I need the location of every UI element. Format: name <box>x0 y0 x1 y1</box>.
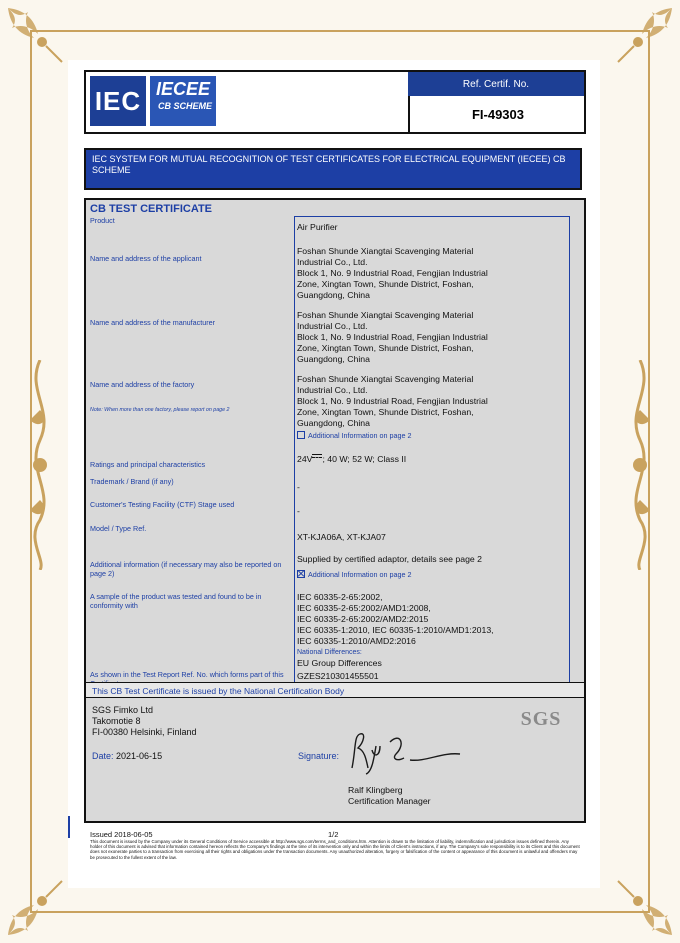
standard-line: IEC 60335-1:2010/AMD2:2016 <box>297 636 416 646</box>
factory-line: Block 1, No. 9 Industrial Road, Fengjian Industrial <box>297 396 488 406</box>
report-label: As shown in the Test Report Ref. No. which forms part of this <box>90 670 284 679</box>
factory-line: Zone, Xingtan Town, Shunde District, Foshan, <box>297 407 474 417</box>
date-field <box>92 751 162 761</box>
date-label: Date: <box>92 751 114 761</box>
applicant-line: Foshan Shunde Xiangtai Scavenging Material <box>297 246 474 256</box>
trademark-label: Trademark / Brand (if any) <box>90 477 174 486</box>
applicant-line: Zone, Xingtan Town, Shunde District, Foshan, <box>297 279 474 289</box>
ref-certif-label: Ref. Certif. No. <box>408 72 584 96</box>
additional-info-label: Additional Information on page 2 <box>308 570 412 579</box>
issuer-address <box>92 705 197 738</box>
signature-icon <box>346 728 466 776</box>
ornament-top-left-icon <box>4 4 66 66</box>
additional-value: Supplied by certified adaptor, details see page 2 <box>297 554 482 564</box>
certificate-title: CB TEST CERTIFICATE <box>90 203 213 215</box>
checkbox-unchecked-icon <box>297 431 305 439</box>
applicant-line: Industrial Co., Ltd. <box>297 257 368 267</box>
cb-scheme-logo-text: CB SCHEME <box>158 101 213 111</box>
checkbox-checked-icon <box>297 570 305 578</box>
ornament-left-icon <box>22 360 58 570</box>
applicant-label: Name and address of the applicant <box>90 254 202 263</box>
ctf-label: Customer's Testing Facility (CTF) Stage used <box>90 500 235 509</box>
factory-line: Industrial Co., Ltd. <box>297 385 368 395</box>
date-value: 2021-06-15 <box>116 751 163 761</box>
standard-line: IEC 60335-2-65:2002/AMD2:2015 <box>297 614 429 624</box>
issuer-line: FI-00380 Helsinki, Finland <box>92 727 197 737</box>
manufacturer-label: Name and address of the manufacturer <box>90 318 216 327</box>
signature-label: Signature: <box>298 751 340 761</box>
signer-title: Certification Manager <box>348 796 431 806</box>
signer-block <box>348 785 431 807</box>
ratings-voltage: 24V <box>297 454 313 464</box>
standards-value <box>297 592 565 669</box>
applicant-line: Block 1, No. 9 Industrial Road, Fengjian Industrial <box>297 268 488 278</box>
issuer-line: Takomotie 8 <box>92 716 141 726</box>
manufacturer-line: Industrial Co., Ltd. <box>297 321 368 331</box>
certificate-body <box>84 198 586 823</box>
iecee-logo <box>150 76 216 126</box>
page-number: 1/2 <box>328 830 339 839</box>
iecee-logo-text: IECEE <box>156 79 211 99</box>
scheme-banner: IEC SYSTEM FOR MUTUAL RECOGNITION OF TEST CERTIFICATES FOR ELECTRICAL EQUIPMENT (IECEE) CB SCHEME <box>84 148 582 190</box>
edge-mark <box>68 816 70 838</box>
manufacturer-line: Block 1, No. 9 Industrial Road, Fengjian Industrial <box>297 332 488 342</box>
standard-line: IEC 60335-2-65:2002, <box>297 592 383 602</box>
ratings-label: Ratings and principal characteristics <box>90 460 206 469</box>
sgs-logo: SGS <box>520 708 562 730</box>
manufacturer-line: Zone, Xingtan Town, Shunde District, Foshan, <box>297 343 474 353</box>
issuer-line: SGS Fimko Ltd <box>92 705 154 715</box>
model-value: XT-KJA06A, XT-KJA07 <box>297 532 386 542</box>
ctf-value: - <box>297 506 300 516</box>
factory-note: Note: When more than one factory, please report on page 2 <box>90 407 230 413</box>
dc-symbol-icon <box>312 454 322 461</box>
national-differences-label: National Differences: <box>297 649 362 656</box>
trademark-value: - <box>297 482 300 492</box>
ratings-value <box>297 454 565 465</box>
ornament-right-icon <box>622 360 658 570</box>
certificate-header <box>84 70 586 134</box>
manufacturer-line: Foshan Shunde Xiangtai Scavenging Material <box>297 310 474 320</box>
factory-line: Guangdong, China <box>297 418 370 428</box>
factory-line: Foshan Shunde Xiangtai Scavenging Material <box>297 374 474 384</box>
applicant-line: Guangdong, China <box>297 290 370 300</box>
signer-name: Ralf Klingberg <box>348 785 403 795</box>
ratings-details: ; 40 W; 52 W; Class II <box>322 454 407 464</box>
ornament-top-right-icon <box>614 4 676 66</box>
sample-label: A sample of the product was tested and found to be in conformity with <box>90 592 262 610</box>
certificate-page <box>68 60 600 888</box>
factory-value <box>297 374 565 429</box>
ref-certif-number: FI-49303 <box>408 96 586 132</box>
iec-logo: IEC <box>90 76 146 126</box>
ncb-statement: This CB Test Certificate is issued by the National Certification Body <box>86 682 584 698</box>
factory-additional-info-label: Additional Information on page 2 <box>308 431 412 440</box>
legal-fine-print: This document is issued by the Company under its General Conditions of Service accessible at http://www.sgs.com/terms_and_conditions.htm. Attention is drawn to the limitation of liability, indemnification and jurisdiction issues defined therein. Any holder of this document is advised that information contained hereon reflects the Company's findings at the time of its intervention only and within the limits of Client's instructions, if any. The Company's sole responsibility is to its Client and this document does not exonerate parties to a transaction from exercising all their rights and obligations under the transaction documents. Any unauthorized alteration, forgery or falsification of the content or appearance of this document is unlawful and offenders may be prosecuted to the fullest extent of the law. <box>90 839 580 860</box>
issued-date: Issued 2018-06-05 <box>90 830 153 839</box>
ornament-bottom-left-icon <box>4 877 66 939</box>
manufacturer-value <box>297 310 565 365</box>
additional-label: Additional information (if necessary may also be reported on page 2) <box>90 560 282 578</box>
factory-additional-info <box>297 431 412 440</box>
report-number: GZES210301455501 <box>297 671 379 681</box>
standard-line: IEC 60335-1:2010, IEC 60335-1:2010/AMD1:2013, <box>297 625 494 635</box>
model-label: Model / Type Ref. <box>90 524 147 533</box>
additional-info-checkbox <box>297 570 412 579</box>
product-value: Air Purifier <box>297 222 338 232</box>
ornament-bottom-right-icon <box>614 877 676 939</box>
factory-label: Name and address of the factory <box>90 380 195 389</box>
applicant-value <box>297 246 565 301</box>
product-label: Product <box>90 216 115 225</box>
manufacturer-line: Guangdong, China <box>297 354 370 364</box>
standard-line: IEC 60335-2-65:2002/AMD1:2008, <box>297 603 431 613</box>
national-differences-value: EU Group Differences <box>297 658 382 668</box>
